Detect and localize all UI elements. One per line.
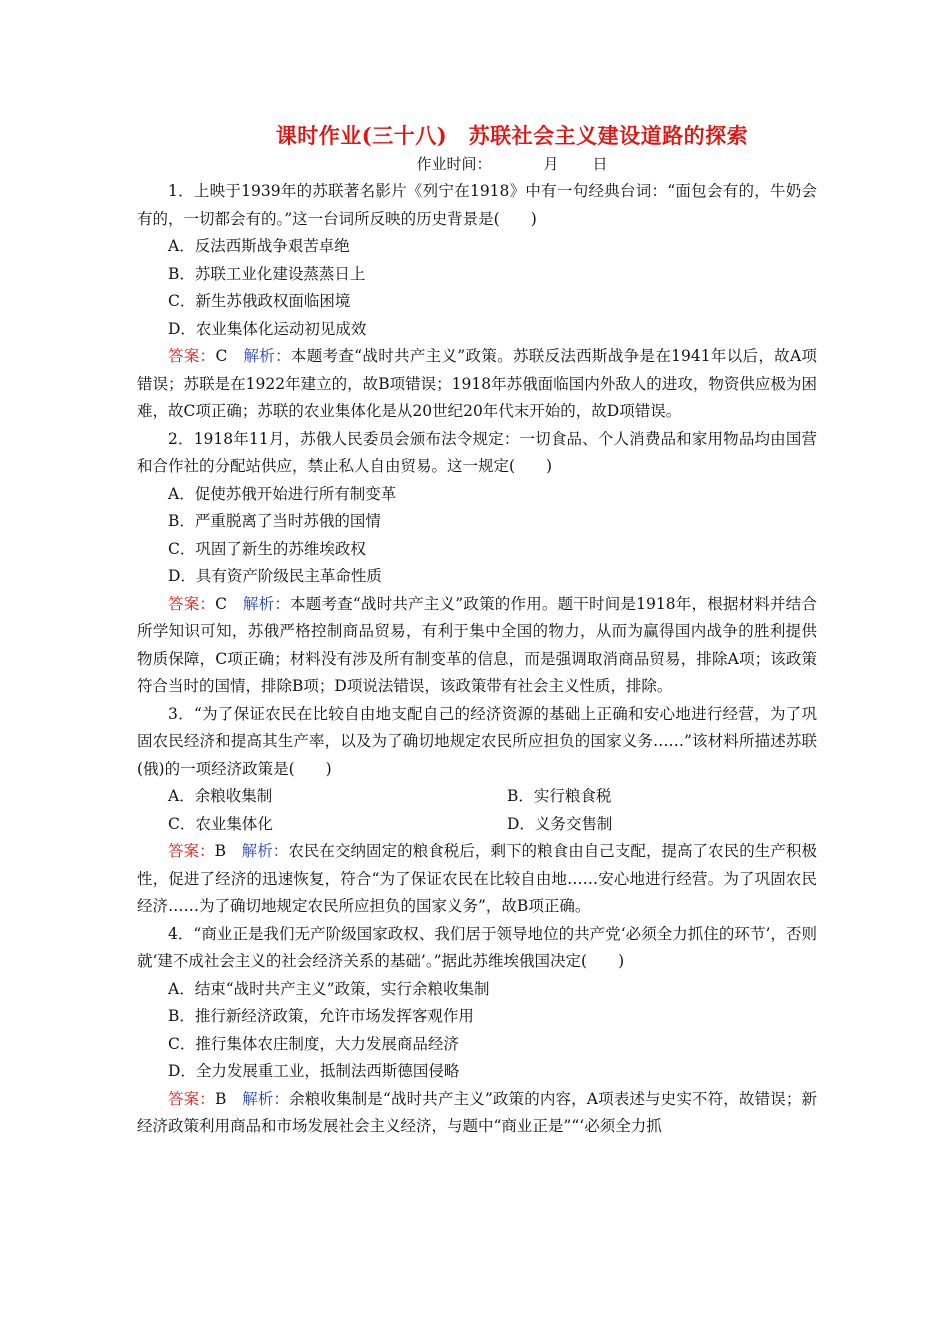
option-d: D．具有资产阶级民主革命性质 xyxy=(168,567,382,585)
answer-label: 答案： xyxy=(168,842,215,860)
question-1 xyxy=(137,178,817,426)
option-b: B．严重脱离了当时苏俄的国情 xyxy=(168,512,381,530)
explanation-text: 农民在交纳固定的粮食税后，剩下的粮食由自己支配，提高了农民的生产积极性，促进了经济的迅速恢复，符合“为了保证农民在比较自由地……安心地进行经营。为了巩固农民经济……为了确切地规定农民所应担负的国家义务”，故B项正确。 xyxy=(137,842,817,915)
option-c: C．推行集体农庄制度，大力发展商品经济 xyxy=(168,1034,459,1053)
answer-value: B xyxy=(214,842,227,860)
page-title: 课时作业(三十八) 苏联社会主义建设道路的探索 xyxy=(275,123,749,148)
answer-label: 答案： xyxy=(168,347,216,365)
option-a: A．余粮收集制 xyxy=(168,787,273,805)
option-d: D．农业集体化运动初见成效 xyxy=(168,319,367,338)
question-stem: 2．1918年11月，苏俄人民委员会颁布法令规定：一切食品、个人消费品和家用物品均由国营和合作社的分配站供应，禁止私人自由贸易。这一规定( ) xyxy=(137,429,817,475)
question-2 xyxy=(137,426,817,701)
explanation-label: 解析： xyxy=(242,1089,290,1108)
explanation-text: 本题考查“战时共产主义”政策的作用。题干时间是1918年，根据材料并结合所学知识可知，苏俄严格控制商品贸易，有利于集中全国的物力，从而为赢得国内战争的胜利提供物质保障，C项正确；材料没有涉及所有制变革的信息，而是强调取消商品贸易，排除A项；该政策符合当时的国情，排除B项；D项说法错误，该政策带有社会主义性质，排除。 xyxy=(137,594,817,695)
answer-value: C xyxy=(215,594,227,613)
option-row xyxy=(137,811,817,839)
explanation-label: 解析： xyxy=(241,842,289,860)
answer-value: C xyxy=(215,347,228,365)
date-label: 作业时间： xyxy=(416,155,492,173)
month-label: 月 xyxy=(543,155,559,173)
option-a: A．促使苏俄开始进行所有制变革 xyxy=(168,484,397,503)
option-b: B．推行新经济政策，允许市场发挥客观作用 xyxy=(168,1007,474,1025)
question-stem: 4．“商业正是我们无产阶级国家政权、我们居于领导地位的共产党‘必须全力抓住的环节’，否则就‘建不成社会主义的社会经济关系的基础’。”据此苏维埃俄国决定( ) xyxy=(137,924,817,970)
option-b: B．苏联工业化建设蒸蒸日上 xyxy=(168,264,366,283)
question-4 xyxy=(137,921,817,1141)
explanation-label: 解析： xyxy=(242,594,291,613)
question-stem: 3．“为了保证农民在比较自由地支配自己的经济资源的基础上正确和安心地进行经营，为了巩固农民经济和提高其生产率，以及为了确切地规定农民所应担负的国家义务……”该材料所描述苏联(俄)的一项经济政策是( ) xyxy=(137,704,817,778)
question-stem: 1．上映于1939年的苏联著名影片《列宁在1918》中有一句经典台词：“面包会有的，牛奶会有的，一切都会有的。”这一台词所反映的历史背景是( ) xyxy=(137,182,817,228)
answer-label: 答案： xyxy=(168,594,216,613)
option-a: A．反法西斯战争艰苦卓绝 xyxy=(168,237,350,255)
answer-label: 答案： xyxy=(168,1089,215,1108)
option-d: D．义务交售制 xyxy=(507,814,613,833)
answer-block xyxy=(137,838,817,921)
explanation-text: 余粮收集制是“战时共产主义”政策的内容，A项表述与史实不符，故错误；新经济政策利用商品和市场发展社会主义经济，与题中“商业正是”“‘必须全力抓 xyxy=(137,1089,817,1135)
worksheet-page xyxy=(137,120,817,1141)
option-c: C．新生苏俄政权面临困境 xyxy=(168,292,351,310)
option-c: C．农业集体化 xyxy=(168,814,273,833)
answer-value: B xyxy=(214,1089,227,1108)
day-label: 日 xyxy=(592,155,608,173)
option-c: C．巩固了新生的苏维埃政权 xyxy=(168,539,366,558)
question-3 xyxy=(137,701,817,921)
answer-block xyxy=(137,591,817,701)
explanation-text: 本题考查“战时共产主义”政策。苏联反法西斯战争是在1941年以后，故A项错误；苏联是在1922年建立的，故B项错误；1918年苏俄面临国内外敌人的进攻，物资供应极为困难，故C项正确；苏联的农业集体化是从20世纪20年代末开始的，故D项错误。 xyxy=(137,347,817,420)
option-b: B．实行粮食税 xyxy=(507,787,612,805)
option-row xyxy=(137,783,817,811)
date-line xyxy=(137,152,817,176)
answer-block xyxy=(137,1086,817,1141)
answer-block xyxy=(137,343,817,426)
option-a: A．结束“战时共产主义”政策，实行余粮收集制 xyxy=(168,979,490,998)
explanation-label: 解析： xyxy=(243,347,291,365)
option-d: D．全力发展重工业，抵制法西斯德国侵略 xyxy=(168,1062,460,1080)
